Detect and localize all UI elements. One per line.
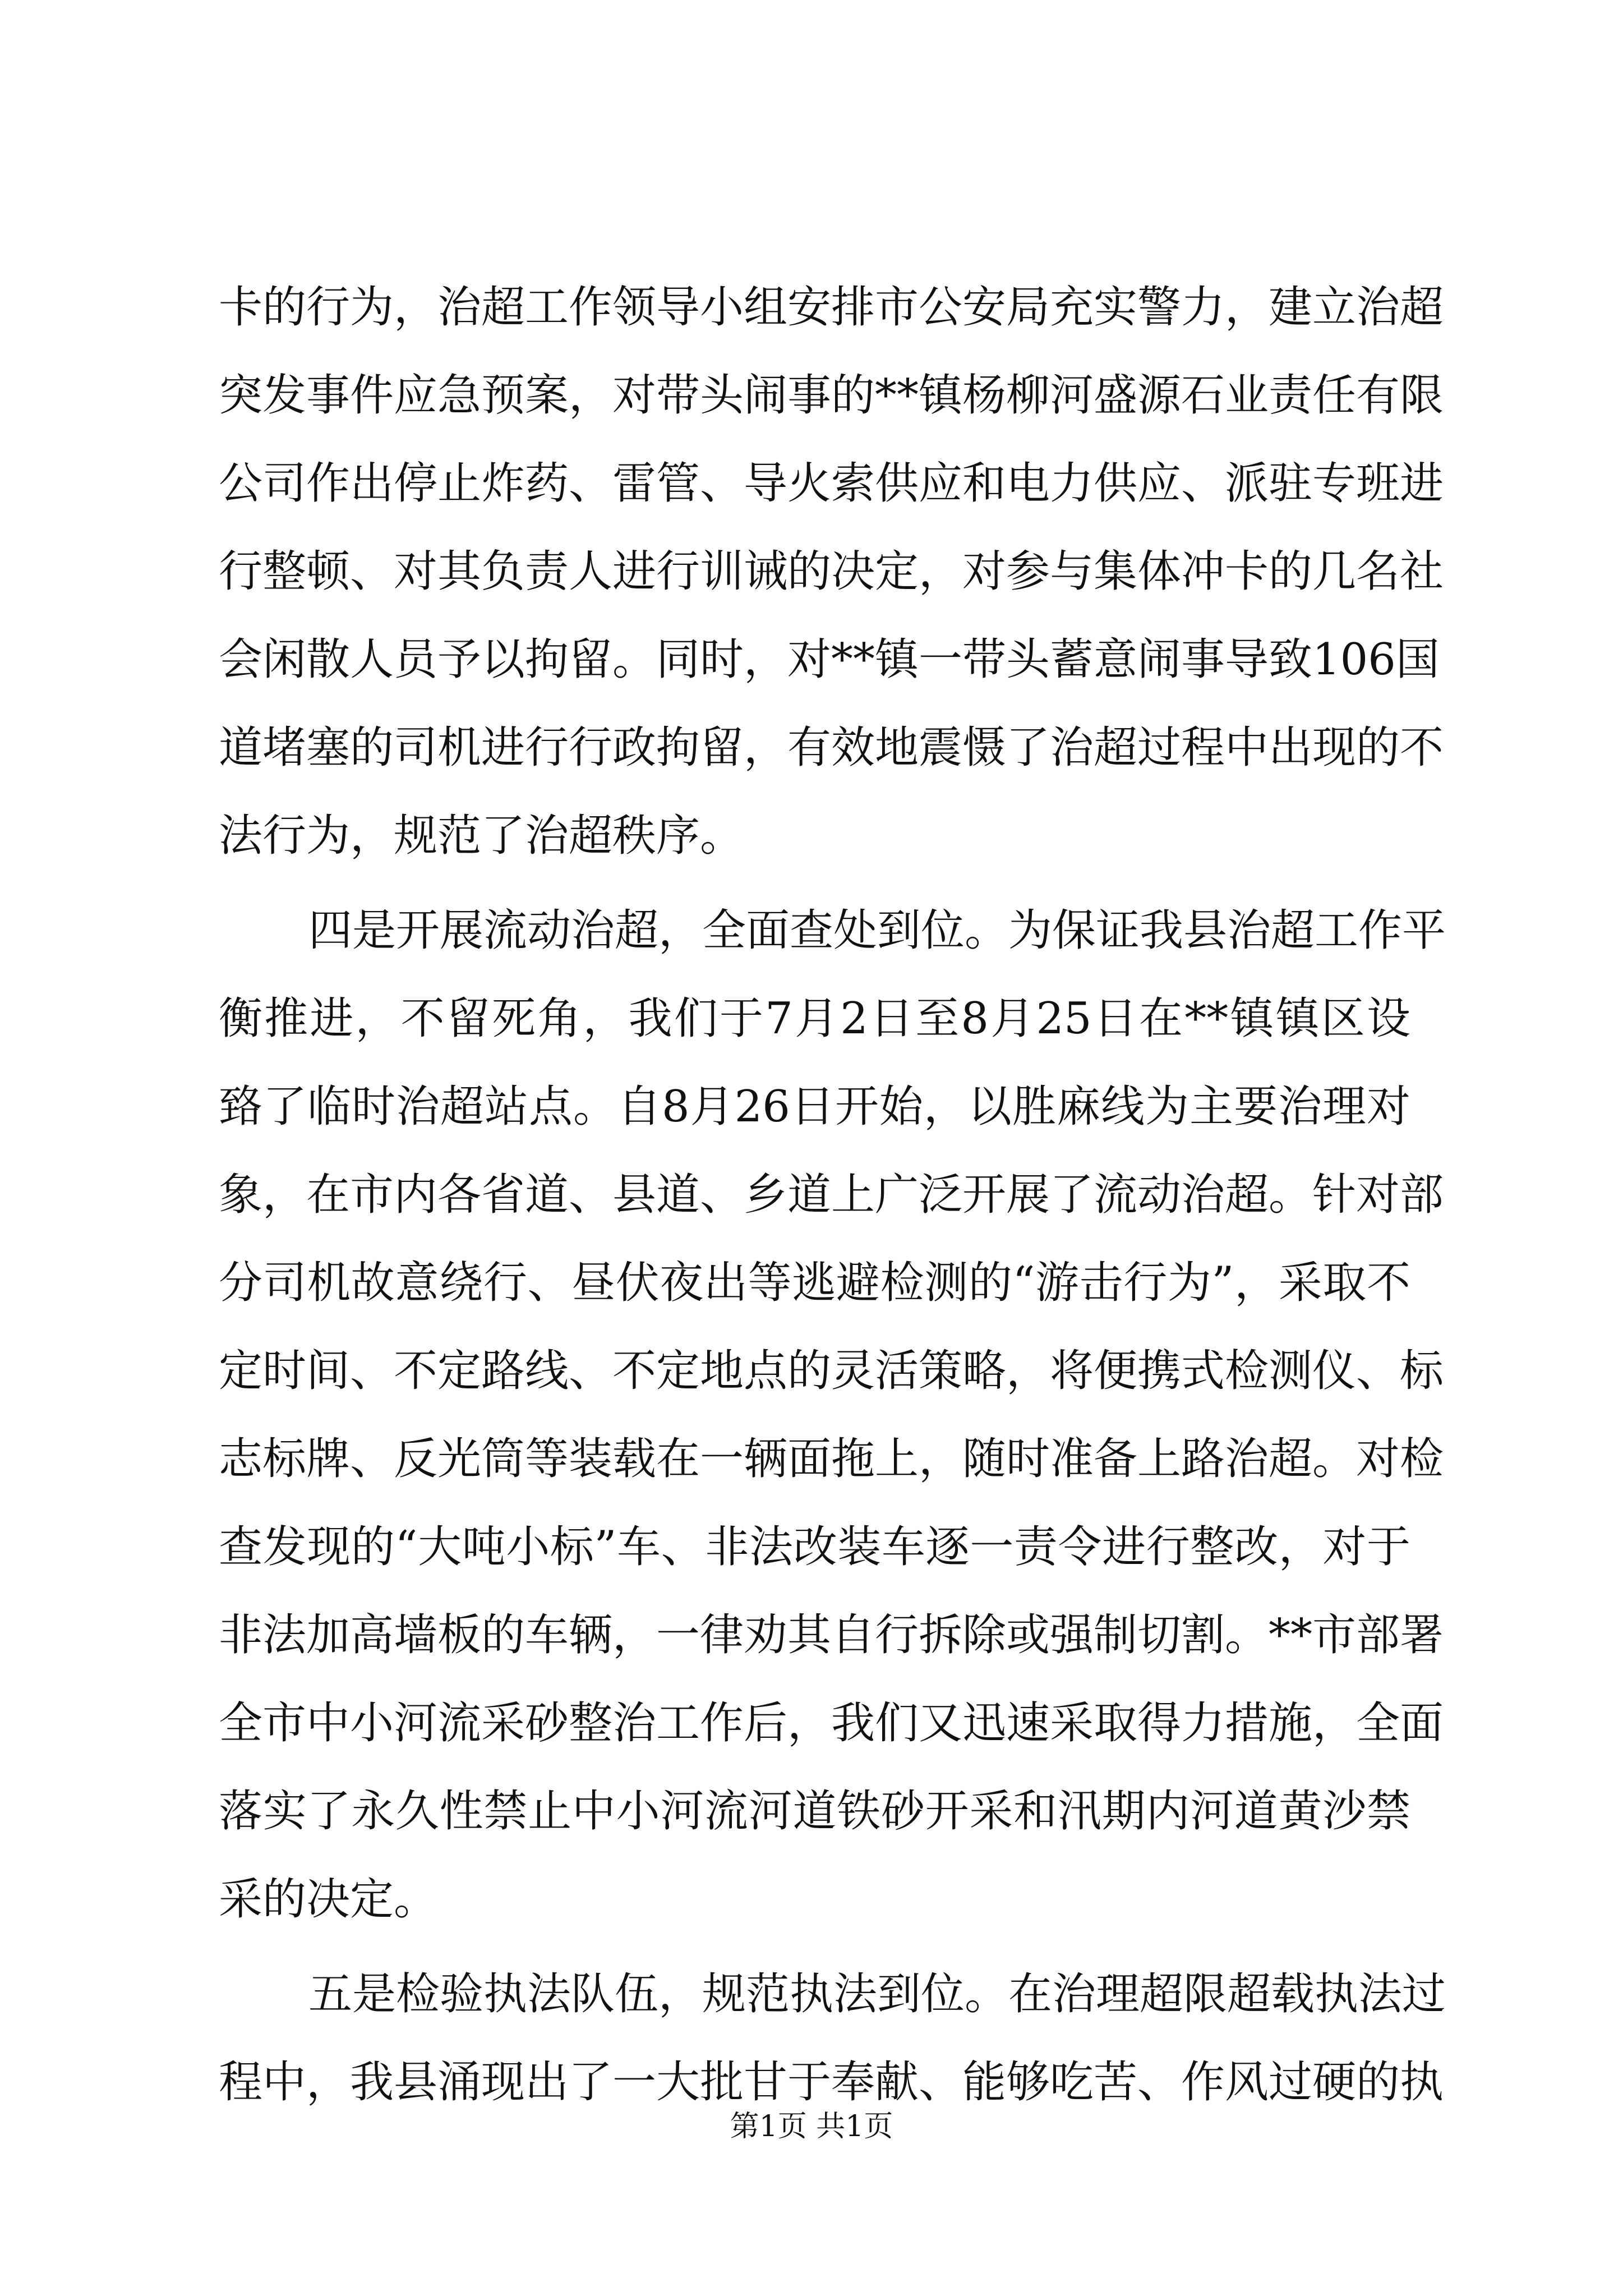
text-line: 分司机故意绕行、昼伏夜出等逃避检测的“游击行为”，采取不: [219, 1258, 1410, 1308]
page-footer: 第1页 共1页: [730, 2110, 893, 2143]
text-line: 查发现的“大吨小标”车、非法改装车逐一责令进行整改，对于: [219, 1522, 1410, 1572]
paragraph-2: [219, 887, 1446, 1944]
text-line: 臵了临时治超站点。自8月26日开始，以胜麻线为主要治理对: [219, 1082, 1410, 1132]
paragraph-3: [219, 1950, 1446, 2127]
text-line: 志标牌、反光筒等装载在一辆面拖上，随时准备上路治超。对检: [219, 1434, 1444, 1484]
text-line: 五是检验执法队伍，规范执法到位。在治理超限超载执法过: [308, 1969, 1446, 2019]
text-line: 衡推进，不留死角，我们于7月2日至8月25日在**镇镇区设: [219, 993, 1410, 1044]
text-line: 行整顿、对其负责人进行训诫的决定，对参与集体冲卡的几名社: [219, 546, 1444, 597]
text-line: 全市中小河流采砂整治工作后，我们又迅速采取得力措施，全面: [219, 1698, 1444, 1749]
text-line: 四是开展流动治超，全面查处到位。为保证我县治超工作平: [308, 905, 1446, 956]
text-line: 会闲散人员予以拘留。同时，对**镇一带头蓄意闹事导致106国: [219, 634, 1440, 685]
text-line: 突发事件应急预案，对带头闹事的**镇杨柳河盛源石业责任有限: [219, 370, 1444, 421]
text-line: 程中，我县涌现出了一大批甘于奉献、能够吃苦、作风过硬的执: [219, 2057, 1444, 2108]
text-line: 道堵塞的司机进行行政拘留，有效地震慑了治超过程中出现的不: [219, 723, 1444, 773]
text-line: 公司作出停止炸药、雷管、导火索供应和电力供应、派驻专班进: [219, 458, 1444, 509]
text-line: 定时间、不定路线、不定地点的灵活策略，将便携式检测仪、标: [219, 1346, 1444, 1396]
paragraph-1: [219, 264, 1444, 880]
text-line: 法行为，规范了治超秩序。: [219, 811, 744, 861]
text-line: 采的决定。: [219, 1874, 438, 1925]
text-line: 卡的行为，治超工作领导小组安排市公安局充实警力，建立治超: [219, 282, 1444, 333]
document-body: [219, 264, 1446, 2127]
text-line: 非法加高墙板的车辆，一律劝其自行拆除或强制切割。**市部署: [219, 1610, 1444, 1660]
text-line: 象，在市内各省道、县道、乡道上广泛开展了流动治超。针对部: [219, 1170, 1444, 1220]
text-line: 落实了永久性禁止中小河流河道铁砂开采和汛期内河道黄沙禁: [219, 1786, 1410, 1837]
